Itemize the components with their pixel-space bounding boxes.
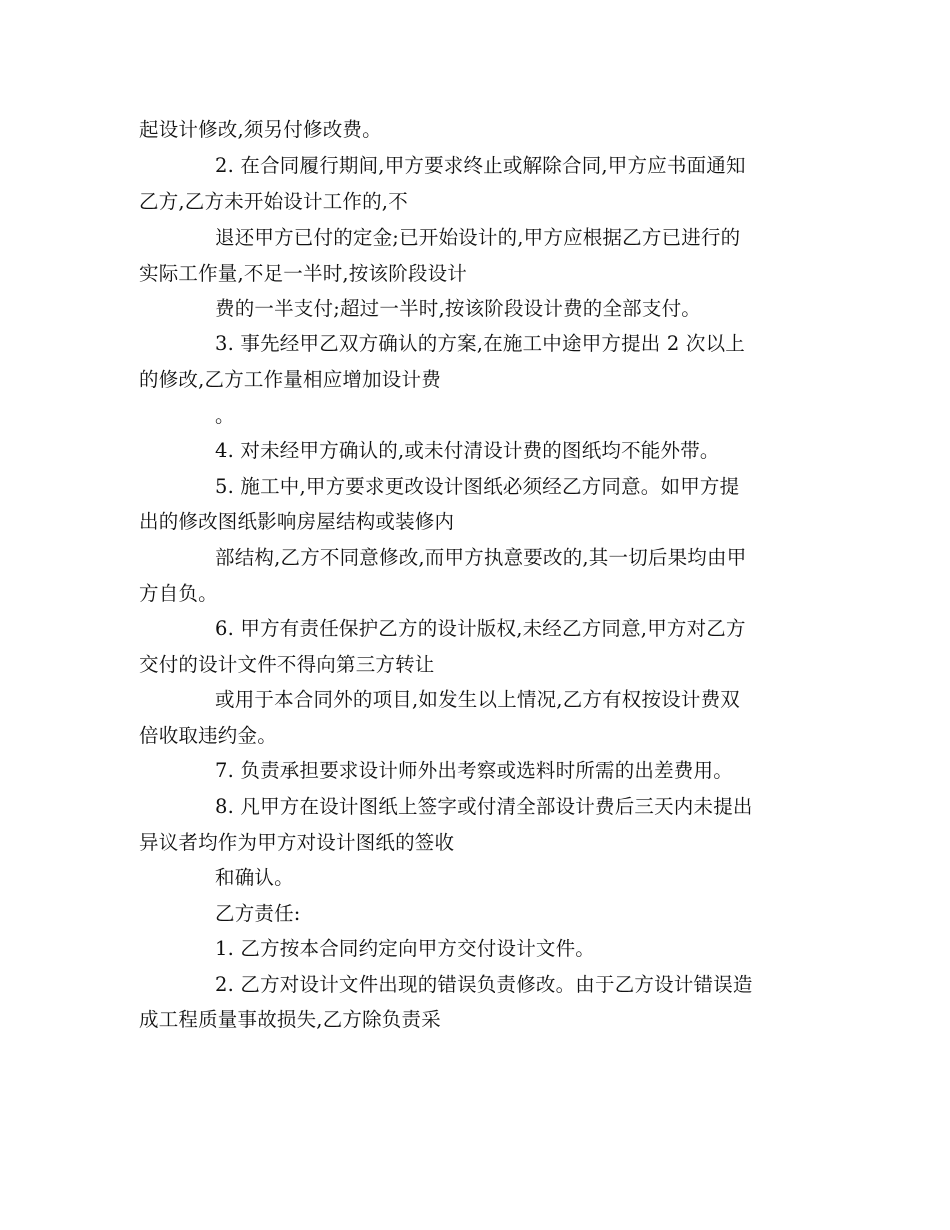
text-line: 成工程质量事故损失,乙方除负责采 <box>139 1008 441 1031</box>
text-line: 和确认。 <box>215 866 294 889</box>
text-line: 6. 甲方有责任保护乙方的设计版权,未经乙方同意,甲方对乙方 <box>215 617 746 640</box>
text-line: 起设计修改,须另付修改费。 <box>139 118 382 141</box>
text-line: 2. 在合同履行期间,甲方要求终止或解除合同,甲方应书面通知 <box>215 154 746 177</box>
text-line: 异议者均作为甲方对设计图纸的签收 <box>139 831 455 854</box>
text-line: 乙方,乙方未开始设计工作的,不 <box>139 190 408 213</box>
text-line: 7. 负责承担要求设计师外出考察或选料时所需的出差费用。 <box>215 759 733 782</box>
text-line: 3. 事先经甲乙双方确认的方案,在施工中途甲方提出 2 次以上 <box>215 332 746 355</box>
text-line: 5. 施工中,甲方要求更改设计图纸必须经乙方同意。如甲方提 <box>215 475 740 498</box>
text-line: 方自负。 <box>139 582 218 605</box>
text-line: 倍收取违约金。 <box>139 724 277 747</box>
text-line: 交付的设计文件不得向第三方转让 <box>139 653 435 676</box>
text-line: 2. 乙方对设计文件出现的错误负责修改。由于乙方设计错误造 <box>215 973 753 996</box>
text-line: 的修改,乙方工作量相应增加设计费 <box>139 368 441 391</box>
text-line: 8. 凡甲方在设计图纸上签字或付清全部设计费后三天内未提出 <box>215 795 753 818</box>
text-line: 。 <box>215 404 235 427</box>
text-line: 出的修改图纸影响房屋结构或装修内 <box>139 510 455 533</box>
text-line: 或用于本合同外的项目,如发生以上情况,乙方有权按设计费双 <box>215 688 740 711</box>
text-line: 退还甲方已付的定金;已开始设计的,甲方应根据乙方已进行的 <box>215 226 741 249</box>
text-line: 费的一半支付;超过一半时,按该阶段设计费的全部支付。 <box>215 297 701 320</box>
text-line: 乙方责任: <box>215 902 301 925</box>
text-line: 1. 乙方按本合同约定向甲方交付设计文件。 <box>215 937 596 960</box>
text-line: 部结构,乙方不同意修改,而甲方执意要改的,其一切后果均由甲 <box>215 546 747 569</box>
text-line: 4. 对未经甲方确认的,或未付清设计费的图纸均不能外带。 <box>215 439 720 462</box>
text-line: 实际工作量,不足一半时,按该阶段设计 <box>139 262 467 285</box>
